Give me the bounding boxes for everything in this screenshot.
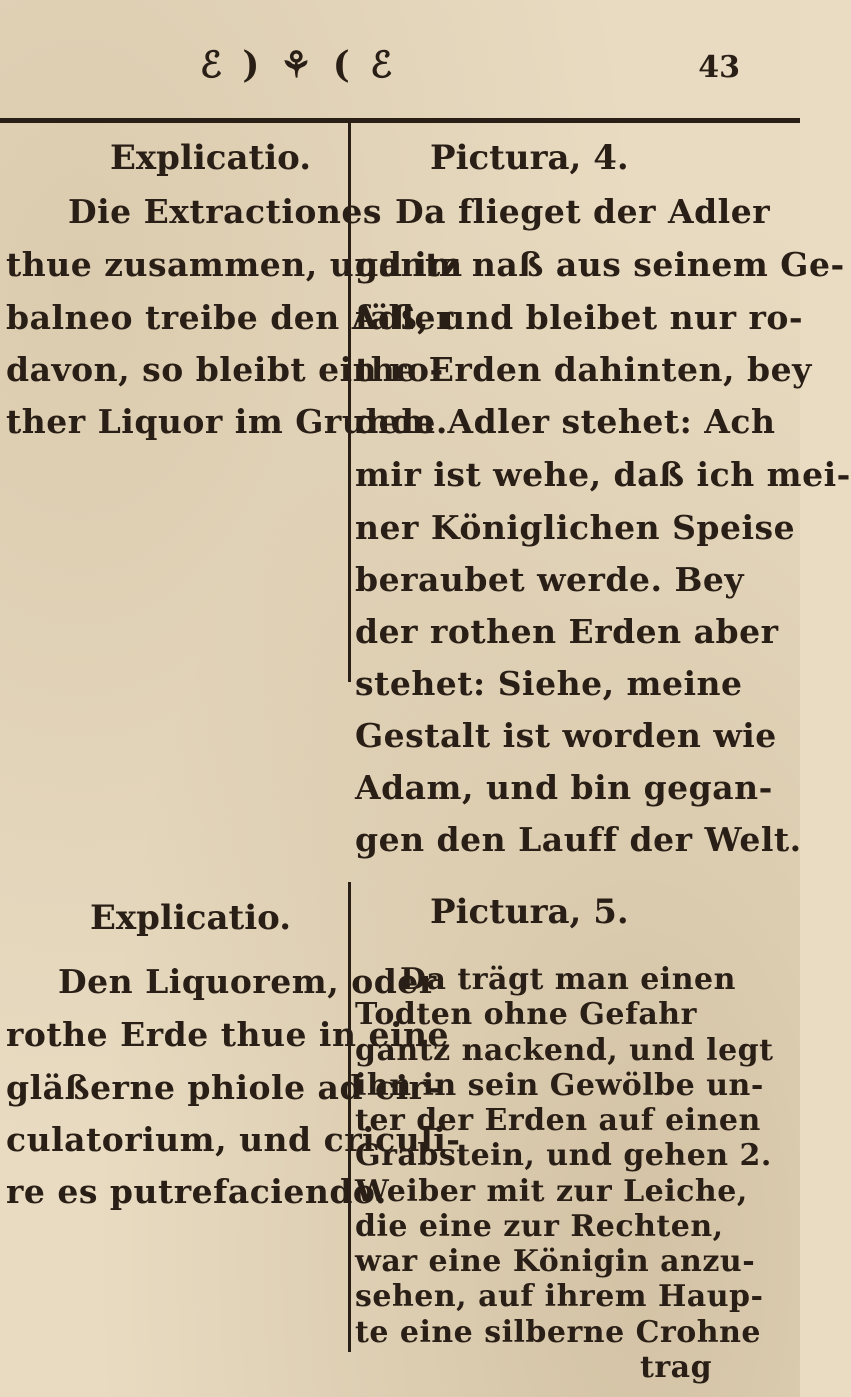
text-line: culatorium, und criculi- [6, 1120, 461, 1159]
text-line: ter der Erden auf einen [355, 1103, 761, 1138]
section5-right-heading: Pictura, 5. [430, 892, 629, 932]
text-line: Da trägt man einen [400, 962, 736, 997]
text-line: ihn in sein Gewölbe un- [355, 1067, 764, 1103]
header-ornament: ℰ ) ⚘ ( ℰ [200, 44, 397, 86]
page-header [0, 30, 800, 100]
text-line: Da flieget der Adler [395, 192, 771, 231]
text-line: war eine Königin anzu- [355, 1244, 756, 1279]
text-line: re es putrefaciendo. [6, 1172, 387, 1211]
text-line: Weiber mit zur Leiche, [355, 1173, 748, 1209]
text-line: Todten ohne Gefahr [355, 997, 697, 1033]
text-line: gantz nackend, und legt [355, 1032, 774, 1068]
text-line: stehet: Siehe, meine [355, 664, 743, 703]
text-line: Gestalt ist worden wie [355, 716, 777, 755]
section5-left-heading: Explicatio. [90, 898, 292, 938]
text-line: Die Extractiones [68, 192, 382, 231]
text-line: trag [640, 1349, 713, 1385]
text-line: rothe Erde thue in eine [6, 1015, 449, 1054]
text-line: dem Adler stehet: Ach [355, 402, 776, 441]
text-line: fäß, und bleibet nur ro- [355, 298, 804, 337]
text-line: the Erden dahinten, bey [355, 350, 812, 389]
page-number: 43 [698, 50, 740, 85]
section4-left-heading: Explicatio. [110, 138, 312, 178]
text-line: mir ist wehe, daß ich mei- [355, 455, 851, 494]
text-line: beraubet werde. Bey [355, 560, 745, 599]
column-divider-lower [348, 882, 351, 1352]
text-line: gen den Lauff der Welt. [355, 820, 802, 859]
text-line: thue zusammen, und im [6, 245, 463, 284]
text-line: der rothen Erden aber [355, 612, 779, 651]
text-line: Grabstein, und gehen 2. [355, 1138, 772, 1174]
text-line: ther Liquor im Grunde. [6, 402, 448, 441]
text-line: Adam, und bin gegan- [355, 768, 773, 807]
text-line: balneo treibe den Adler [6, 298, 454, 337]
header-rule [0, 118, 800, 123]
text-line: gläßerne phiole ad cir- [6, 1068, 441, 1107]
text-line: te eine silberne Crohne [355, 1314, 762, 1350]
text-line: Den Liquorem, oder [58, 962, 437, 1001]
text-line: ner Königlichen Speise [355, 508, 796, 547]
section4-right-heading: Pictura, 4. [430, 138, 629, 178]
text-line: gantz naß aus seinem Ge- [355, 245, 845, 284]
text-line: sehen, auf ihrem Haup- [355, 1279, 764, 1315]
text-line: davon, so bleibt ein ro- [6, 350, 444, 389]
text-line: die eine zur Rechten, [355, 1208, 724, 1244]
